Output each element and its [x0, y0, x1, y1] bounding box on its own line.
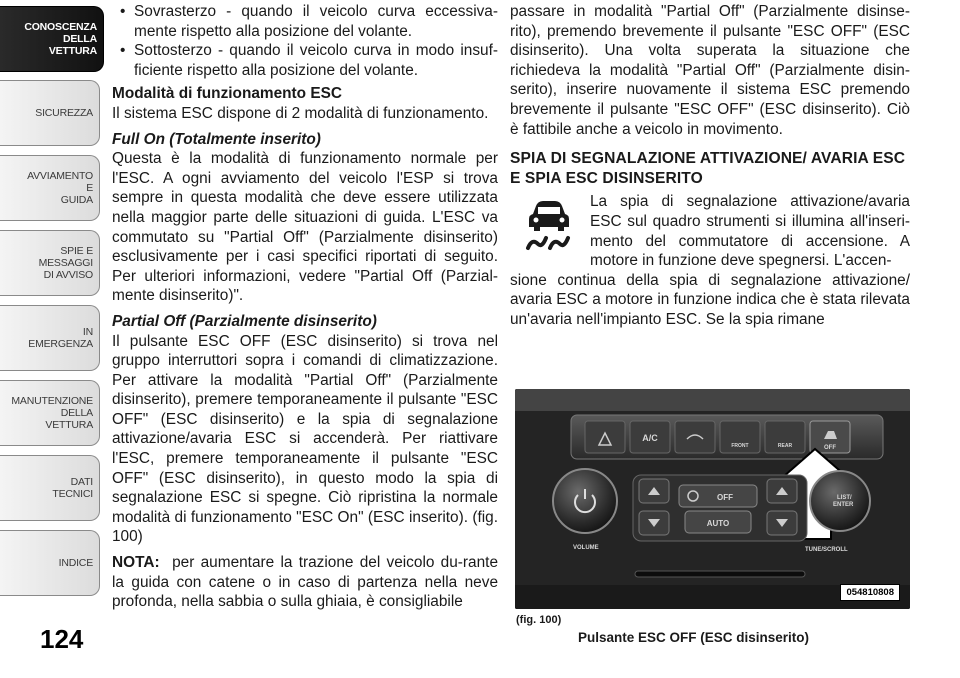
esc-off-button-label: OFF [824, 445, 836, 451]
bullet-oversteer: • Sovrasterzo - quando il veicolo curva eccessiva-mente rispetto alla posizione del volante. [112, 2, 498, 41]
list-enter-label: LIST/ ENTER [833, 495, 854, 508]
tab-label: AVVIAMENTO E GUIDA [27, 170, 93, 206]
rear-defrost-label: REAR [777, 443, 793, 449]
figure-caption: Pulsante ESC OFF (ESC disinserito) [578, 630, 810, 645]
warning-text-full: sione continua della spia di segnalazione attivazione/ avaria ESC a motore in funzione indica che è stata rilevata un'avaria nell'impianto ESC. Se la spia rimane [510, 271, 910, 328]
ac-button-label: A/C [642, 433, 658, 443]
modes-heading: Modalità di funzionamento ESC [112, 85, 343, 103]
esc-off-button-photo [515, 389, 910, 609]
left-column [112, 2, 498, 612]
figure-code: 054810808 [840, 584, 900, 601]
tab-avviamento-e-guida[interactable] [0, 155, 100, 221]
figure-label: (fig. 100) [516, 614, 562, 626]
nota-paragraph [112, 553, 498, 612]
tab-label: SICUREZZA [35, 107, 93, 119]
control-panel-illustration [515, 389, 910, 609]
tune-knob [810, 471, 870, 531]
tab-conoscenza-della-vettura[interactable] [0, 6, 104, 72]
volume-label: VOLUME [573, 545, 599, 551]
bullet-understeer: • Sottosterzo - quando il veicolo curva in modo insuf-ficiente rispetto alla posizione del volante. [112, 41, 498, 80]
nota-label: NOTA: [112, 554, 160, 572]
chapter-sidebar [0, 0, 104, 610]
partial-off-text: Il pulsante ESC OFF (ESC disinserito) si trova nel gruppo interruttori sopra i comandi di climatizzazione. Per attivare la modalità "Partial Off" (Parzialmente disinserito), premere temporaneamente il pulsante "ESC OFF" (ESC disinserito) e la spia di segnalazione attivazione/avaria ESC si accenderà. Per riattivare l'ESC, premere temporaneamente il pulsante "ESC OFF" (ESC disinserito), in questo modo la spia di segnalazione ESC si spegne. Ciò ripristina la normale modalità di funzionamento "ESC On" (ESC inserito). (fig. 100) [112, 332, 498, 546]
continued-text: passare in modalità "Partial Off" (Parzialmente disinse-rito), premendo brevemente il pulsante "ESC OFF" (ESC disinserito). Una volta superata la situazione che richiedeva la modalità "Partial Off" (Parzialmente disin-serito), inserire nuovamente il sistema ESC premendo brevemente il pulsante "ESC OFF" (ESC disinserito). Ciò è fattibile anche a veicolo in movimento. [510, 3, 910, 138]
tab-in-emergenza[interactable] [0, 305, 100, 371]
tab-indice[interactable] [0, 530, 100, 596]
modes-intro: Il sistema ESC dispone di 2 modalità di funzionamento. [112, 104, 489, 122]
tab-label: SPIE E MESSAGGI DI AVVISO [38, 245, 93, 281]
tab-label: IN EMERGENZA [28, 326, 93, 350]
partial-off-heading: Partial Off (Parzialmente disinserito) [112, 312, 377, 330]
tab-label: INDICE [58, 557, 93, 569]
tab-dati-tecnici[interactable] [0, 455, 100, 521]
tab-label: MANUTENZIONE DELLA VETTURA [11, 395, 93, 431]
warning-text-indented: La spia di segnalazione attivazione/avaria ESC sul quadro strumenti si illumina all'inseri-mento del commutatore di accensione. A motore in funzione deve spegnersi. L'accen- [590, 193, 910, 270]
esc-warning-block [510, 192, 910, 270]
full-on-text: Questa è la modalità di funzionamento normale per l'ESC. A ogni avviamento del veicolo l'ESP si trova sempre in questa modalità che deve essere utilizzata nella maggior parte delle situazioni di guida. L'ESC va commutato su "Partial Off" (Parzialmente disinserito) esclusivamente per i casi specifici riportati di seguito. Per ulteriori informazioni, vedere "Partial Off (Parzial-mente disinserito)". [112, 150, 498, 305]
volume-knob [553, 469, 617, 533]
tab-label: CONOSCENZA DELLA VETTURA [24, 21, 97, 57]
tune-scroll-label: TUNE/SCROLL [805, 547, 848, 553]
front-defrost-label: FRONT [731, 443, 749, 449]
esc-warning-light-icon [524, 198, 574, 254]
tab-sicurezza[interactable] [0, 80, 100, 146]
warning-light-heading: SPIA DI SEGNALAZIONE ATTIVAZIONE/ AVARIA ESC E SPIA ESC DISINSERITO [510, 150, 906, 187]
full-on-heading: Full On (Totalmente inserito) [112, 130, 321, 148]
nota-text: per aumentare la trazione del veicolo du-rante la guida con catene o in caso di partenza nella neve profonda, nella sabbia o sulla ghiaia, è consigliabile [112, 554, 499, 611]
tab-spie-e-messaggi[interactable] [0, 230, 100, 296]
tab-manutenzione[interactable] [0, 380, 100, 446]
tab-label: DATI TECNICI [52, 476, 93, 500]
fan-off-label: OFF [717, 493, 733, 502]
right-column [510, 2, 910, 330]
page-number: 124 [40, 624, 84, 654]
auto-label: AUTO [706, 519, 730, 528]
